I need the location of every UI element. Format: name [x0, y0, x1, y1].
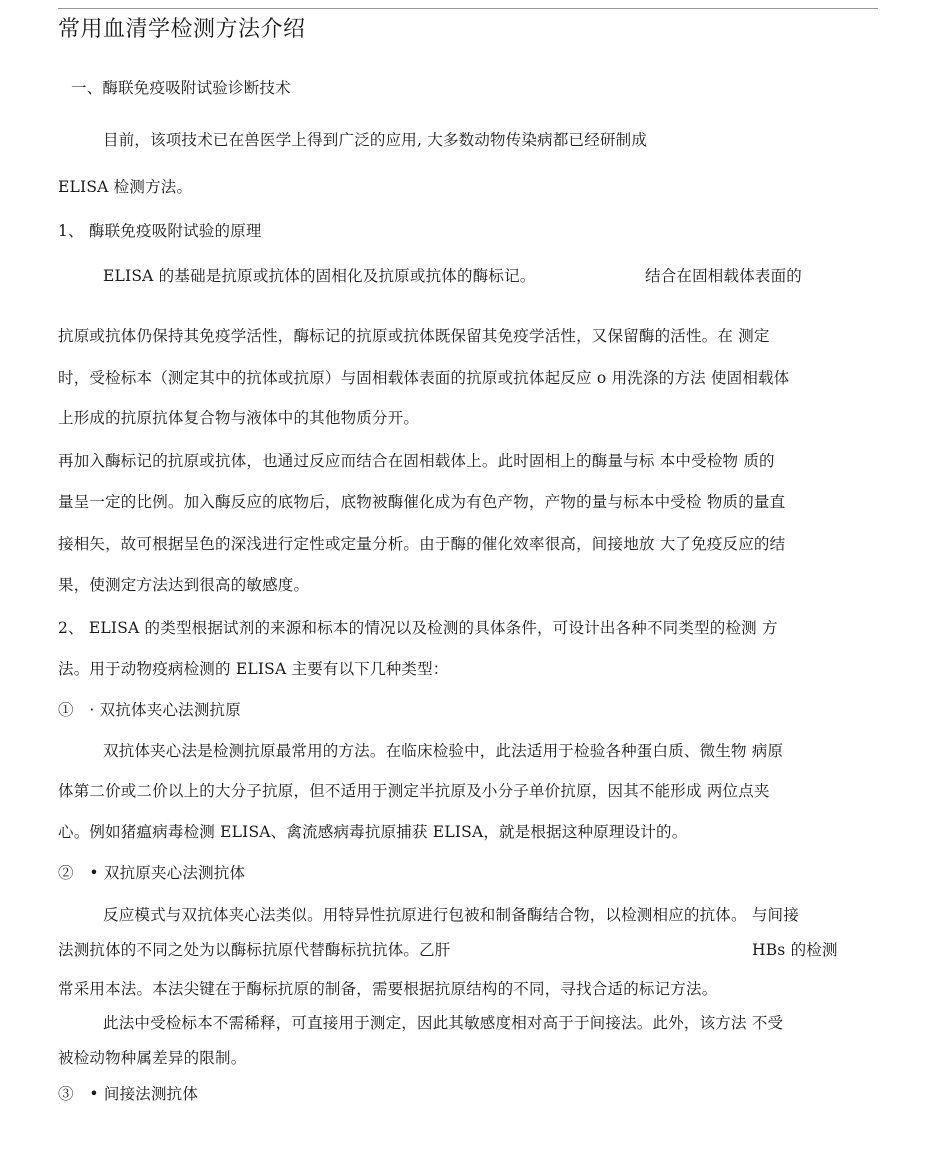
- paragraph-line: 抗原或抗体仍保持其免疫学活性，酶标记的抗原或抗体既保留其免疫学活性，又保留酶的活性。在 测定: [58, 327, 770, 345]
- paragraph-line: 再加入酶标记的抗原或抗体，也通过反应而结合在固相载体上。此时固相上的酶量与标 本中受检物 质的: [58, 452, 775, 470]
- paragraph-line: 目前，该项技术已在兽医学上得到广泛的应用, 大多数动物传染病都已经研制成: [103, 131, 648, 149]
- paragraph-line: 被检动物种属差异的限制。: [58, 1049, 247, 1067]
- paragraph-line-fragment: HBs 的检测: [752, 941, 838, 959]
- subsection-heading-types: 2、 ELISA 的类型根据试剂的来源和标本的情况以及检测的具体条件，可设计出各种不同类型的检测 方: [58, 619, 778, 637]
- list-heading-sandwich-antibody: ② • 双抗原夹心法测抗体: [58, 864, 246, 882]
- paragraph-line: ELISA 的基础是抗原或抗体的固相化及抗原或抗体的酶标记。: [103, 267, 536, 285]
- paragraph-line: 上形成的抗原抗体复合物与液体中的其他物质分开。: [58, 409, 420, 427]
- header-rule: [58, 8, 878, 9]
- paragraph-line: 果，使测定方法达到很高的敏感度。: [58, 576, 310, 594]
- document-title: 常用血清学检测方法介绍: [58, 17, 306, 42]
- paragraph-line-fragment: 结合在固相载体表面的: [645, 267, 803, 285]
- paragraph-line: 量呈一定的比例。加入酶反应的底物后，底物被酶催化成为有色产物，产物的量与标本中受检 物质的量直: [58, 493, 786, 511]
- list-heading-indirect: ③ • 间接法测抗体: [58, 1085, 199, 1103]
- paragraph-line: 接相矢，故可根据呈色的深浅进行定性或定量分析。由于酶的催化效率很高，间接地放 大了免疫反应的结: [58, 535, 786, 553]
- subsection-heading-principle: 1、 酶联免疫吸附试验的原理: [58, 222, 262, 240]
- paragraph-line: 法测抗体的不同之处为以酶标抗原代替酶标抗抗体。乙肝: [58, 941, 451, 959]
- paragraph-line: 常采用本法。本法尖键在于酶标抗原的制备，需要根据抗原结构的不同，寻找合适的标记方法。: [58, 980, 718, 998]
- paragraph-line: 此法中受检标本不需稀释，可直接用于测定，因此其敏感度相对高于于间接法。此外，该方法 不受: [103, 1014, 784, 1032]
- paragraph-line: 时，受检标本（测定其中的抗体或抗原）与固相载体表面的抗原或抗体起反应 o 用洗涤的方法 使固相载体: [58, 369, 790, 387]
- paragraph-line: 反应模式与双抗体夹心法类似。用特异性抗原进行包被和制备酶结合物，以检测相应的抗体。 与间接: [103, 906, 799, 924]
- paragraph-line: 心。例如猪瘟病毒检测 ELISA、禽流感病毒抗原捕获 ELISA，就是根据这种原理设计的。: [58, 823, 688, 841]
- section-heading-elisa: 一、酶联免疫吸附试验诊断技术: [71, 79, 291, 97]
- list-heading-sandwich-antigen: ① · 双抗体夹心法测抗原: [58, 701, 241, 719]
- paragraph-line: ELISA 检测方法。: [58, 178, 193, 196]
- paragraph-line: 法。用于动物疫病检测的 ELISA 主要有以下几种类型：: [58, 660, 449, 678]
- paragraph-line: 双抗体夹心法是检测抗原最常用的方法。在临床检验中，此法适用于检验各种蛋白质、微生物 病原: [103, 742, 784, 760]
- paragraph-line: 体第二价或二价以上的大分子抗原，但不适用于测定半抗原及小分子单价抗原，因其不能形成 两位点夹: [58, 782, 770, 800]
